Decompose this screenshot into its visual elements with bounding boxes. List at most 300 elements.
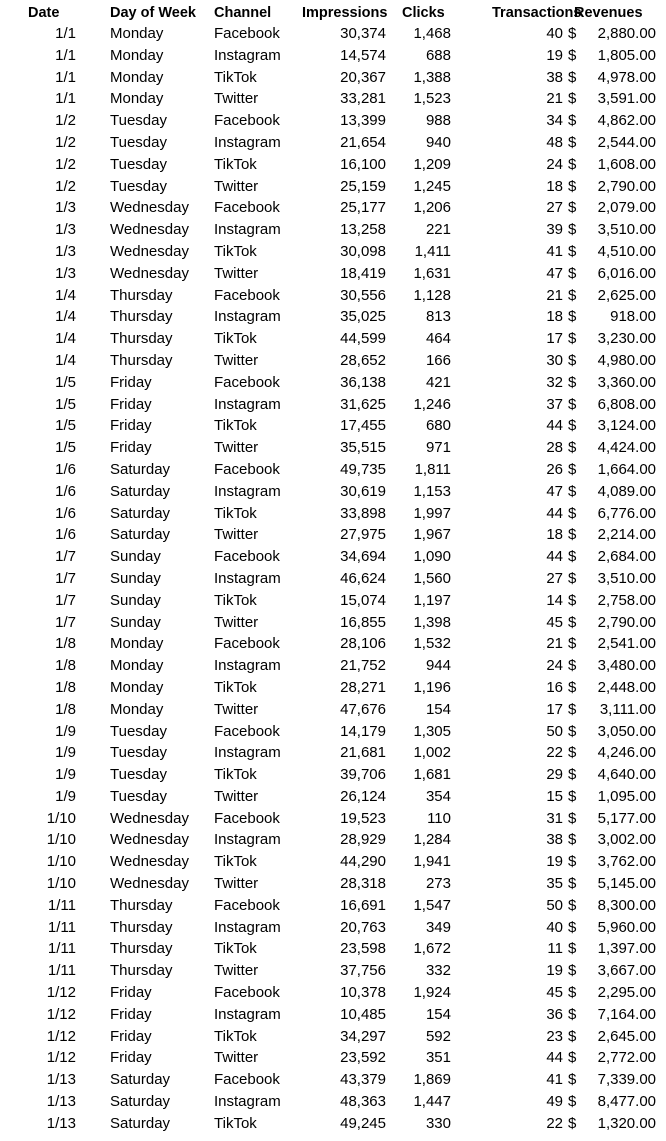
currency-symbol: $ <box>568 940 577 958</box>
cell-clicks: 1,196 <box>413 678 451 696</box>
cell-day-of-week: Monday <box>110 657 164 675</box>
cell-channel: Twitter <box>214 351 259 369</box>
cell-date: 1/4 <box>55 308 76 326</box>
cell-channel: Facebook <box>214 635 280 653</box>
revenue-amount: 3,124.00 <box>597 417 656 435</box>
cell-revenues <box>568 699 666 721</box>
cell-revenues <box>568 285 666 307</box>
cell-impressions: 14,179 <box>340 722 386 740</box>
revenue-amount: 4,978.00 <box>597 68 656 86</box>
cell-revenues <box>568 829 666 851</box>
table-row <box>0 372 666 394</box>
cell-date: 1/9 <box>55 766 76 784</box>
header-day-of-week: Day of Week <box>110 5 196 21</box>
cell-day-of-week: Tuesday <box>110 744 167 762</box>
cell-revenues <box>568 132 666 154</box>
revenue-amount: 2,684.00 <box>597 548 656 566</box>
cell-transactions: 18 <box>546 308 563 326</box>
cell-clicks: 592 <box>425 1027 451 1045</box>
cell-channel: Twitter <box>214 90 259 108</box>
currency-symbol: $ <box>568 918 577 936</box>
revenue-amount: 5,960.00 <box>597 918 656 936</box>
cell-date: 1/2 <box>55 155 76 173</box>
currency-symbol: $ <box>568 700 577 718</box>
cell-revenues <box>568 633 666 655</box>
revenue-amount: 2,079.00 <box>597 199 656 217</box>
cell-clicks: 1,197 <box>413 591 451 609</box>
cell-channel: Facebook <box>214 722 280 740</box>
cell-channel: TikTok <box>214 417 257 435</box>
cell-revenues <box>568 808 666 830</box>
currency-symbol: $ <box>568 417 577 435</box>
cell-clicks: 221 <box>425 221 451 239</box>
table-row <box>0 241 666 263</box>
cell-date: 1/11 <box>47 940 76 958</box>
cell-clicks: 1,532 <box>413 635 451 653</box>
cell-impressions: 37,756 <box>340 962 386 980</box>
cell-date: 1/6 <box>55 482 76 500</box>
cell-channel: Instagram <box>214 46 281 64</box>
cell-day-of-week: Monday <box>110 68 164 86</box>
cell-transactions: 19 <box>546 962 563 980</box>
table-row <box>0 786 666 808</box>
cell-date: 1/7 <box>55 569 76 587</box>
cell-clicks: 944 <box>425 657 451 675</box>
cell-channel: Instagram <box>214 1005 281 1023</box>
revenue-amount: 3,230.00 <box>597 330 656 348</box>
cell-date: 1/9 <box>55 787 76 805</box>
cell-channel: Facebook <box>214 896 280 914</box>
table-row <box>0 1004 666 1026</box>
cell-transactions: 38 <box>546 68 563 86</box>
cell-revenues <box>568 917 666 939</box>
cell-date: 1/7 <box>55 548 76 566</box>
currency-symbol: $ <box>568 68 577 86</box>
cell-channel: Instagram <box>214 744 281 762</box>
cell-channel: Twitter <box>214 1049 259 1067</box>
table-row <box>0 546 666 568</box>
table-row <box>0 764 666 786</box>
cell-revenues <box>568 67 666 89</box>
cell-impressions: 30,619 <box>340 482 386 500</box>
cell-date: 1/12 <box>46 1049 76 1067</box>
table-row <box>0 415 666 437</box>
cell-clicks: 971 <box>425 439 451 457</box>
cell-impressions: 16,691 <box>340 896 386 914</box>
cell-transactions: 50 <box>546 722 563 740</box>
cell-impressions: 44,290 <box>340 853 386 871</box>
cell-day-of-week: Tuesday <box>110 177 167 195</box>
cell-date: 1/1 <box>55 46 76 64</box>
cell-date: 1/6 <box>55 526 76 544</box>
table-row <box>0 829 666 851</box>
cell-date: 1/5 <box>55 395 76 413</box>
cell-revenues <box>568 328 666 350</box>
cell-date: 1/6 <box>55 504 76 522</box>
currency-symbol: $ <box>568 351 577 369</box>
cell-channel: Facebook <box>214 548 280 566</box>
cell-clicks: 351 <box>425 1049 451 1067</box>
cell-day-of-week: Wednesday <box>110 809 189 827</box>
cell-revenues <box>568 23 666 45</box>
revenue-amount: 3,111.00 <box>599 700 656 718</box>
cell-transactions: 30 <box>546 351 563 369</box>
currency-symbol: $ <box>568 373 577 391</box>
cell-impressions: 30,098 <box>340 242 386 260</box>
currency-symbol: $ <box>568 569 577 587</box>
revenue-amount: 3,510.00 <box>597 569 656 587</box>
table-row <box>0 851 666 873</box>
cell-revenues <box>568 524 666 546</box>
cell-date: 1/12 <box>46 984 76 1002</box>
cell-impressions: 17,455 <box>340 417 386 435</box>
cell-revenues <box>568 241 666 263</box>
cell-clicks: 1,447 <box>413 1093 451 1111</box>
header-transactions: Transactions <box>492 5 582 21</box>
cell-day-of-week: Wednesday <box>110 199 189 217</box>
currency-symbol: $ <box>568 1049 577 1067</box>
table-row <box>0 568 666 590</box>
cell-date: 1/11 <box>47 896 76 914</box>
revenue-amount: 3,360.00 <box>597 373 656 391</box>
currency-symbol: $ <box>568 264 577 282</box>
cell-date: 1/6 <box>55 460 76 478</box>
cell-revenues <box>568 219 666 241</box>
cell-clicks: 1,398 <box>413 613 451 631</box>
currency-symbol: $ <box>568 482 577 500</box>
cell-transactions: 50 <box>546 896 563 914</box>
table-row <box>0 917 666 939</box>
cell-impressions: 30,556 <box>340 286 386 304</box>
cell-transactions: 28 <box>546 439 563 457</box>
cell-clicks: 1,209 <box>413 155 451 173</box>
cell-clicks: 1,388 <box>413 68 451 86</box>
cell-day-of-week: Friday <box>110 1027 152 1045</box>
table-row <box>0 481 666 503</box>
table-row <box>0 677 666 699</box>
revenue-amount: 2,295.00 <box>597 984 656 1002</box>
cell-transactions: 35 <box>546 875 563 893</box>
cell-date: 1/1 <box>55 25 76 42</box>
cell-clicks: 940 <box>425 133 451 151</box>
revenue-amount: 2,448.00 <box>597 678 656 696</box>
cell-revenues <box>568 415 666 437</box>
cell-impressions: 10,485 <box>340 1005 386 1023</box>
cell-day-of-week: Wednesday <box>110 264 189 282</box>
currency-symbol: $ <box>568 744 577 762</box>
cell-impressions: 18,419 <box>340 264 386 282</box>
cell-channel: Instagram <box>214 1093 281 1111</box>
revenue-amount: 7,164.00 <box>597 1005 656 1023</box>
cell-revenues <box>568 895 666 917</box>
cell-transactions: 44 <box>546 417 563 435</box>
cell-clicks: 1,924 <box>413 984 451 1002</box>
table-row <box>0 655 666 677</box>
cell-clicks: 1,284 <box>413 831 451 849</box>
revenue-amount: 5,145.00 <box>597 875 656 893</box>
revenue-amount: 2,645.00 <box>597 1027 656 1045</box>
cell-transactions: 44 <box>546 504 563 522</box>
revenue-amount: 3,591.00 <box>597 90 656 108</box>
cell-revenues <box>568 1004 666 1026</box>
currency-symbol: $ <box>568 1114 577 1132</box>
cell-impressions: 25,159 <box>340 177 386 195</box>
cell-impressions: 13,399 <box>340 112 386 130</box>
revenue-amount: 1,397.00 <box>597 940 656 958</box>
revenue-amount: 4,980.00 <box>597 351 656 369</box>
cell-day-of-week: Thursday <box>110 330 173 348</box>
revenue-amount: 6,808.00 <box>597 395 656 413</box>
cell-day-of-week: Monday <box>110 46 164 64</box>
cell-channel: TikTok <box>214 242 257 260</box>
cell-date: 1/10 <box>46 809 76 827</box>
cell-transactions: 36 <box>546 1005 563 1023</box>
cell-date: 1/3 <box>55 199 76 217</box>
cell-date: 1/4 <box>55 330 76 348</box>
cell-date: 1/11 <box>47 918 76 936</box>
cell-date: 1/10 <box>46 831 76 849</box>
cell-channel: Twitter <box>214 177 259 195</box>
revenue-amount: 1,320.00 <box>597 1114 656 1132</box>
cell-clicks: 1,002 <box>413 744 451 762</box>
cell-day-of-week: Wednesday <box>110 875 189 893</box>
cell-day-of-week: Monday <box>110 635 164 653</box>
cell-day-of-week: Thursday <box>110 308 173 326</box>
cell-clicks: 1,090 <box>413 548 451 566</box>
cell-transactions: 24 <box>546 657 563 675</box>
cell-day-of-week: Friday <box>110 1049 152 1067</box>
cell-transactions: 15 <box>546 787 563 805</box>
currency-symbol: $ <box>568 548 577 566</box>
cell-transactions: 23 <box>546 1027 563 1045</box>
cell-day-of-week: Wednesday <box>110 853 189 871</box>
cell-impressions: 26,124 <box>340 787 386 805</box>
cell-channel: Facebook <box>214 25 280 42</box>
revenue-amount: 3,480.00 <box>597 657 656 675</box>
table-row <box>0 524 666 546</box>
cell-day-of-week: Sunday <box>110 613 161 631</box>
cell-impressions: 34,297 <box>340 1027 386 1045</box>
cell-clicks: 1,128 <box>413 286 451 304</box>
revenue-amount: 4,862.00 <box>597 112 656 130</box>
cell-day-of-week: Saturday <box>110 1093 171 1111</box>
cell-revenues <box>568 481 666 503</box>
currency-symbol: $ <box>568 787 577 805</box>
cell-transactions: 17 <box>546 330 563 348</box>
cell-impressions: 28,318 <box>340 875 386 893</box>
table-row <box>0 1113 666 1135</box>
cell-transactions: 45 <box>546 613 563 631</box>
currency-symbol: $ <box>568 286 577 304</box>
cell-impressions: 49,735 <box>340 460 386 478</box>
cell-channel: Instagram <box>214 308 281 326</box>
cell-date: 1/1 <box>55 68 76 86</box>
cell-revenues <box>568 873 666 895</box>
revenue-amount: 1,805.00 <box>597 46 656 64</box>
cell-date: 1/13 <box>46 1114 76 1132</box>
cell-day-of-week: Saturday <box>110 482 171 500</box>
table-row <box>0 459 666 481</box>
revenue-amount: 4,246.00 <box>597 744 656 762</box>
currency-symbol: $ <box>568 526 577 544</box>
table-row <box>0 263 666 285</box>
table-row <box>0 67 666 89</box>
cell-impressions: 39,706 <box>340 766 386 784</box>
revenue-amount: 3,050.00 <box>597 722 656 740</box>
revenue-amount: 4,510.00 <box>597 242 656 260</box>
revenue-amount: 8,477.00 <box>597 1093 656 1111</box>
currency-symbol: $ <box>568 395 577 413</box>
revenue-amount: 2,758.00 <box>597 591 656 609</box>
cell-date: 1/13 <box>46 1071 76 1089</box>
cell-impressions: 23,598 <box>340 940 386 958</box>
cell-channel: TikTok <box>214 766 257 784</box>
cell-clicks: 273 <box>425 875 451 893</box>
currency-symbol: $ <box>568 875 577 893</box>
currency-symbol: $ <box>568 504 577 522</box>
cell-clicks: 988 <box>425 112 451 130</box>
cell-day-of-week: Friday <box>110 1005 152 1023</box>
cell-channel: Facebook <box>214 984 280 1002</box>
cell-revenues <box>568 655 666 677</box>
table-row <box>0 503 666 525</box>
cell-date: 1/5 <box>55 373 76 391</box>
cell-channel: TikTok <box>214 1114 257 1132</box>
table-row <box>0 808 666 830</box>
data-table <box>0 3 666 1135</box>
cell-day-of-week: Saturday <box>110 504 171 522</box>
table-row <box>0 132 666 154</box>
cell-day-of-week: Friday <box>110 439 152 457</box>
cell-date: 1/4 <box>55 286 76 304</box>
cell-channel: Twitter <box>214 526 259 544</box>
table-row <box>0 590 666 612</box>
revenue-amount: 2,772.00 <box>597 1049 656 1067</box>
cell-channel: TikTok <box>214 155 257 173</box>
cell-transactions: 22 <box>546 744 563 762</box>
table-row <box>0 350 666 372</box>
cell-transactions: 17 <box>546 700 563 718</box>
revenue-amount: 4,640.00 <box>597 766 656 784</box>
cell-transactions: 21 <box>546 286 563 304</box>
cell-impressions: 49,245 <box>340 1114 386 1132</box>
currency-symbol: $ <box>568 242 577 260</box>
cell-revenues <box>568 1026 666 1048</box>
cell-channel: TikTok <box>214 68 257 86</box>
cell-transactions: 34 <box>546 112 563 130</box>
cell-clicks: 421 <box>425 373 451 391</box>
currency-symbol: $ <box>568 831 577 849</box>
table-row <box>0 219 666 241</box>
cell-transactions: 27 <box>546 199 563 217</box>
cell-revenues <box>568 590 666 612</box>
cell-day-of-week: Tuesday <box>110 155 167 173</box>
revenue-amount: 5,177.00 <box>597 809 656 827</box>
cell-revenues <box>568 263 666 285</box>
cell-channel: Facebook <box>214 1071 280 1089</box>
cell-channel: Twitter <box>214 875 259 893</box>
cell-channel: Facebook <box>214 373 280 391</box>
cell-channel: Facebook <box>214 809 280 827</box>
cell-clicks: 330 <box>425 1114 451 1132</box>
cell-date: 1/8 <box>55 700 76 718</box>
revenue-amount: 2,790.00 <box>597 613 656 631</box>
cell-day-of-week: Thursday <box>110 896 173 914</box>
cell-day-of-week: Friday <box>110 373 152 391</box>
cell-revenues <box>568 437 666 459</box>
table-row <box>0 721 666 743</box>
currency-symbol: $ <box>568 133 577 151</box>
cell-impressions: 19,523 <box>340 809 386 827</box>
cell-day-of-week: Monday <box>110 678 164 696</box>
cell-channel: Twitter <box>214 700 259 718</box>
revenue-amount: 1,608.00 <box>597 155 656 173</box>
cell-revenues <box>568 1047 666 1069</box>
cell-date: 1/4 <box>55 351 76 369</box>
cell-date: 1/8 <box>55 635 76 653</box>
table-row <box>0 1091 666 1113</box>
cell-impressions: 31,625 <box>340 395 386 413</box>
cell-revenues <box>568 394 666 416</box>
cell-clicks: 813 <box>425 308 451 326</box>
cell-transactions: 19 <box>546 853 563 871</box>
revenue-amount: 1,095.00 <box>597 787 656 805</box>
currency-symbol: $ <box>568 1071 577 1089</box>
table-row <box>0 45 666 67</box>
cell-revenues <box>568 612 666 634</box>
table-row <box>0 1026 666 1048</box>
revenue-amount: 2,625.00 <box>597 286 656 304</box>
cell-revenues <box>568 1091 666 1113</box>
table-row <box>0 982 666 1004</box>
cell-transactions: 47 <box>546 264 563 282</box>
cell-channel: TikTok <box>214 678 257 696</box>
cell-clicks: 1,967 <box>413 526 451 544</box>
cell-impressions: 13,258 <box>340 221 386 239</box>
cell-day-of-week: Thursday <box>110 962 173 980</box>
table-row <box>0 633 666 655</box>
cell-revenues <box>568 154 666 176</box>
currency-symbol: $ <box>568 853 577 871</box>
cell-day-of-week: Tuesday <box>110 766 167 784</box>
cell-revenues <box>568 1113 666 1135</box>
cell-date: 1/9 <box>55 722 76 740</box>
cell-revenues <box>568 721 666 743</box>
cell-clicks: 1,997 <box>413 504 451 522</box>
cell-impressions: 10,378 <box>340 984 386 1002</box>
cell-revenues <box>568 960 666 982</box>
revenue-amount: 3,762.00 <box>597 853 656 871</box>
cell-channel: Instagram <box>214 221 281 239</box>
revenue-amount: 2,544.00 <box>597 133 656 151</box>
cell-impressions: 21,681 <box>340 744 386 762</box>
table-body <box>0 23 666 1135</box>
cell-channel: TikTok <box>214 591 257 609</box>
cell-impressions: 35,515 <box>340 439 386 457</box>
cell-impressions: 21,654 <box>340 133 386 151</box>
cell-transactions: 44 <box>546 1049 563 1067</box>
cell-impressions: 36,138 <box>340 373 386 391</box>
cell-revenues <box>568 851 666 873</box>
cell-revenues <box>568 110 666 132</box>
cell-impressions: 20,763 <box>340 918 386 936</box>
table-row <box>0 1069 666 1091</box>
cell-transactions: 27 <box>546 569 563 587</box>
header-row <box>0 3 666 23</box>
currency-symbol: $ <box>568 657 577 675</box>
cell-transactions: 44 <box>546 548 563 566</box>
cell-date: 1/3 <box>55 221 76 239</box>
